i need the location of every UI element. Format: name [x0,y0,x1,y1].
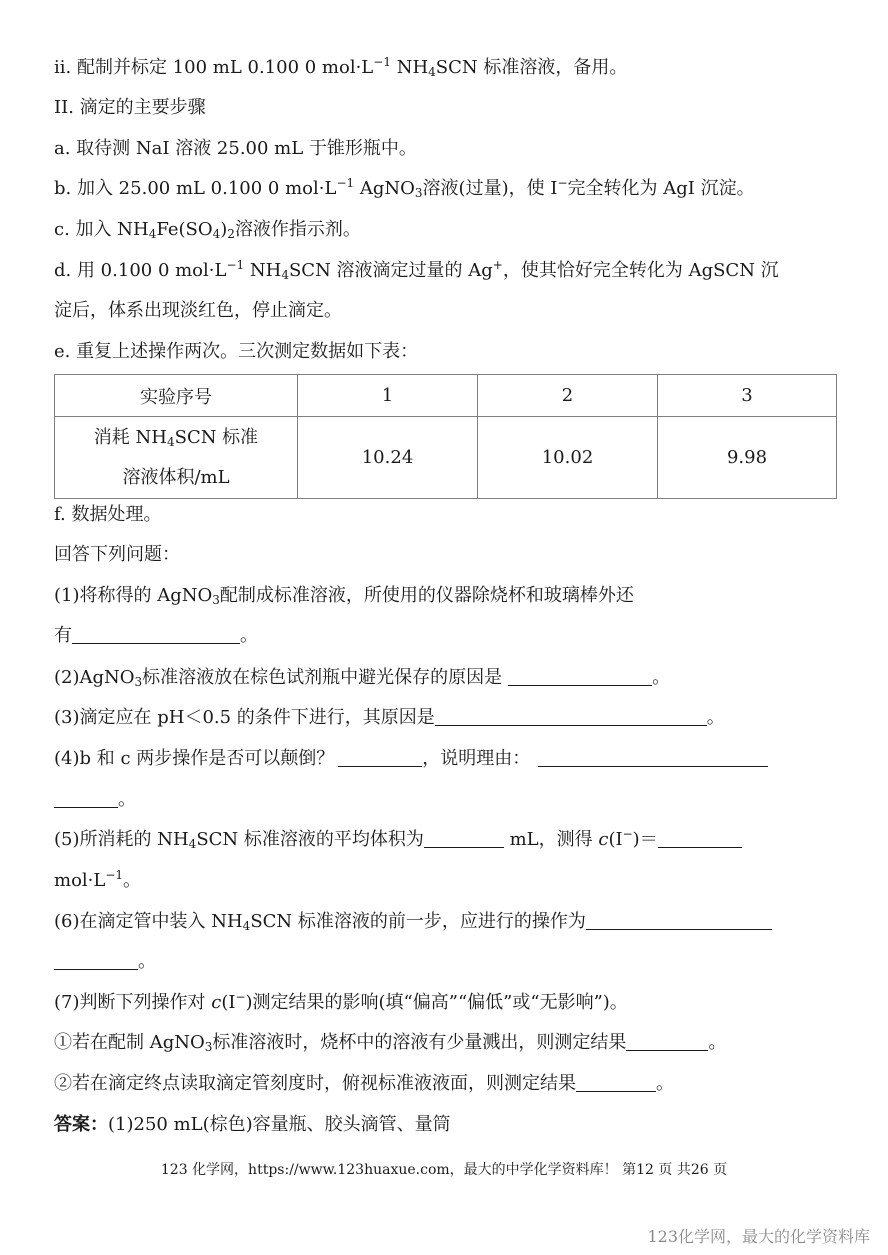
table-volume-row [55,417,837,499]
answer-blank-4a[interactable] [338,748,422,767]
step-b: b. 加入 25.00 mL 0.100 0 $mol\cdot L^{-1}$ AgNO$_3$溶液(过量)，使 I−完全转化为 AgI 沉淀。 [54,176,755,200]
page-footer: 123 化学网，https://www.123huaxue.com，最大的中学化学资料库！ 第12 页 共26 页 [160,1162,728,1178]
question-7-part-2: ②若在滴定终点读取滴定管刻度时，俯视标准液液面，则测定结果 。 [54,1073,674,1094]
step-f: f. 数据处理。 [54,504,162,525]
question-5-line2: $mol\cdot L^{-1}$。 [54,868,142,891]
trial-cell: 3 [658,375,837,417]
step-d-line2: 淀后，体系出现淡红色，停止滴定。 [54,300,342,321]
section-heading-titration-steps: II. 滴定的主要步骤 [54,97,206,118]
trial-cell: 1 [298,375,478,417]
question-2: (2)AgNO$_3$标准溶液放在棕色试剂瓶中避光保存的原因是 。 [54,667,671,689]
answer-blank-4c[interactable] [54,789,118,808]
question-1-line1: (1)将称得的 AgNO$_3$配制成标准溶液，所使用的仪器除烧杯和玻璃棒外还 [54,585,634,607]
question-6-line1: (6)在滴定管中装入 $NH_4SCN$ 标准溶液的前一步，应进行的操作为 [54,910,772,934]
answer-text: (1)250 mL(棕色)容量瓶、胶头滴管、量筒 [108,1114,451,1135]
question-7-part-1: ①若在配制 AgNO$_3$标准溶液时，烧杯中的溶液有少量溅出，则测定结果 。 [54,1032,727,1054]
question-4-line1: (4)b 和 c 两步操作是否可以颠倒？ ，说明理由： [54,747,768,771]
answer-line [54,1113,451,1137]
step-a: a. 取待测 NaI 溶液 25.00 mL 于锥形瓶中。 [54,138,417,159]
answer-blank-2[interactable] [508,667,652,686]
row-label-cell: 消耗 $NH_4SCN$ 标准 溶液体积/mL [55,417,298,499]
question-3: (3)滴定应在 pH＜0.5 的条件下进行，其原因是 。 [54,707,725,728]
answer-blank-4b[interactable] [538,748,768,767]
answer-blank-6b[interactable] [54,951,138,970]
volume-cell: 9.98 [658,417,837,499]
question-6-line2: 。 [54,950,156,974]
site-watermark: 123化学网，最大的化学资料库 [647,1227,870,1246]
volume-cell: 10.24 [298,417,478,499]
question-7: (7)判断下列操作对 c(I−)测定结果的影响(填“偏高”“偏低”或“无影响”)。 [54,990,628,1013]
header-label-cell: 实验序号 [55,375,298,417]
answer-blank-1[interactable] [72,625,240,644]
questions-heading: 回答下列问题： [54,544,180,565]
answer-label: 答案： [54,1114,108,1135]
question-1-line2: 有 。 [54,625,258,646]
answer-blank-7a[interactable] [626,1032,708,1051]
titration-data-table [54,374,837,499]
answer-blank-6a[interactable] [586,911,772,930]
answer-blank-5b[interactable] [658,829,742,848]
step-d-line1: d. 用 0.100 0 $mol\cdot L^{-1}$ $NH_4SCN$ 溶液滴定过量的 Ag+，使其恰好完全转化为 AgSCN 沉 [54,258,779,282]
volume-cell: 10.02 [478,417,658,499]
answer-blank-3[interactable] [435,707,707,726]
table-header-row [55,375,837,417]
answer-blank-7b[interactable] [576,1073,656,1092]
step-e: e. 重复上述操作两次。三次测定数据如下表： [54,341,419,362]
question-4-line2: 。 [54,788,136,812]
step-c: c. 加入 $NH_4Fe(SO_4)_2$溶液作指示剂。 [54,219,361,241]
question-5-line1: (5)所消耗的 $NH_4SCN$ 标准溶液的平均体积为 mL，测得 c(I−)＝ [54,828,742,852]
trial-cell: 2 [478,375,658,417]
line-ii-standardize: ii. 配制并标定 100 mL 0.100 0 $mol\cdot L^{-1}$ $NH_4SCN$ 标准溶液，备用。 [54,55,628,79]
answer-blank-5a[interactable] [424,829,504,848]
